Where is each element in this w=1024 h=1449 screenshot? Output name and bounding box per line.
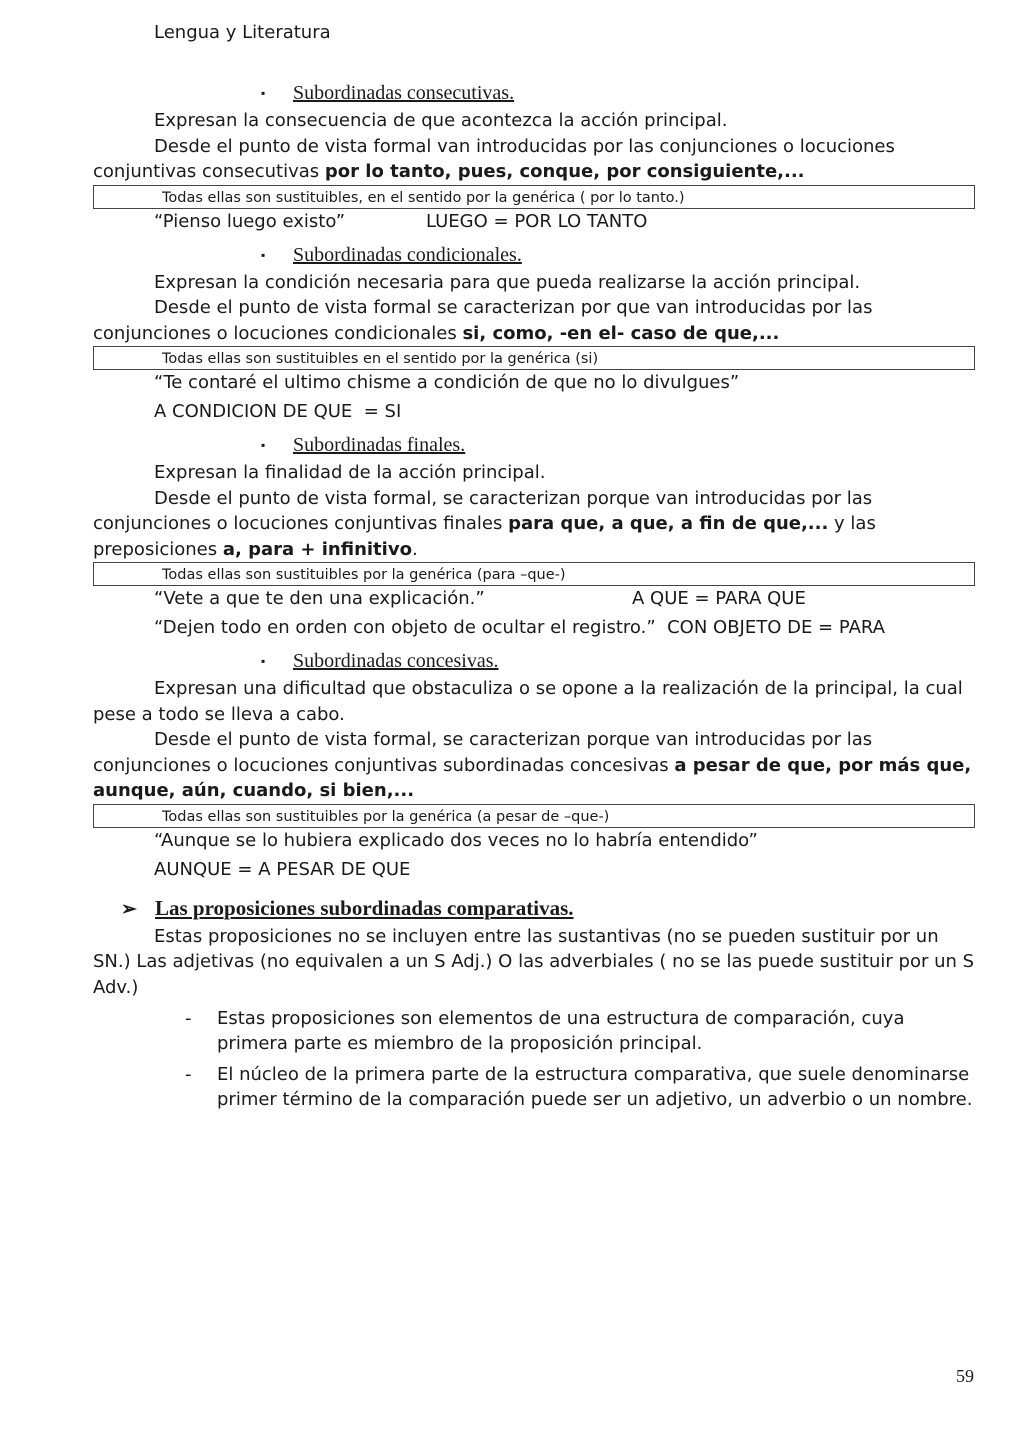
paragraph-text: Desde el punto de vista formal, se caracterizan porque van introducidas por las conjunciones o locuciones conjuntivas subordinadas concesivas	[93, 729, 873, 776]
example-row	[154, 830, 975, 859]
paragraph: Estas proposiciones no se incluyen entre las sustantivas (no se pueden sustituir por un SN.) Las adjetivas (no equivalen a un S Adj.) O las adverbiales ( no se las puede sustituir por un S Adv.)	[93, 925, 975, 998]
section-heading	[121, 892, 975, 924]
example-equivalence: A CONDICION DE QUE = SI	[154, 401, 402, 422]
paragraph	[93, 727, 975, 804]
example-row	[154, 617, 975, 646]
dash-bullet: -	[185, 1008, 192, 1029]
subheading-title: Subordinadas consecutivas.	[293, 82, 515, 104]
paragraph: Expresan la condición necesaria para que pueda realizarse la acción principal.	[154, 271, 861, 293]
example-text: “Dejen todo en orden con objeto de ocultar el registro.” CON OBJETO DE = PARA	[154, 617, 885, 638]
bold-text: a pesar de que, por más que, aunque, aún, cuando, si bien,...	[93, 754, 972, 801]
subheading-finales	[261, 430, 975, 460]
paragraph-text: .	[411, 538, 418, 560]
square-bullet-icon: ▪	[261, 247, 266, 262]
example-equivalence: AUNQUE = A PESAR DE QUE	[154, 858, 411, 880]
dash-bullet: -	[185, 1064, 192, 1085]
example-text: “Pienso luego existo”	[154, 210, 346, 232]
example-text: “Vete a que te den una explicación.”	[154, 588, 485, 609]
square-bullet-icon: ▪	[261, 654, 266, 668]
paragraph-text: Desde el punto de vista formal, se caracterizan porque van introducidas por las conjunciones o locuciones conjuntivas finales	[93, 487, 873, 534]
square-bullet-icon: ▪	[261, 438, 266, 452]
bold-text: a, para + infinitivo	[222, 538, 412, 560]
example-equivalence: LUEGO = POR LO TANTO	[426, 210, 648, 232]
boxed-note: Todas ellas son sustituibles por la genérica (para –que-)	[93, 562, 975, 586]
paragraph-text: Desde el punto de vista formal se caracterizan por que van introducidas por las conjunciones o locuciones condicionales	[93, 297, 873, 344]
boxed-note: Todas ellas son sustituibles en el sentido por la genérica (si)	[93, 346, 975, 370]
paragraph	[93, 486, 975, 563]
list-item	[93, 1006, 975, 1056]
page-content	[93, 78, 975, 1112]
example-row	[154, 859, 975, 888]
example-text: “Te contaré el ultimo chisme a condición de que no lo divulgues”	[154, 372, 740, 393]
subheading-title: Subordinadas condicionales.	[293, 243, 522, 266]
example-row	[154, 211, 975, 240]
paragraph: Expresan una dificultad que obstaculiza o se opone a la realización de la principal, la cual pese a todo se lleva a cabo.	[93, 678, 963, 725]
paragraph: Expresan la consecuencia de que acontezca la acción principal.	[154, 110, 728, 131]
subheading-consecutivas	[261, 78, 975, 108]
square-bullet-icon: ▪	[261, 86, 266, 100]
subheading-title: Subordinadas finales.	[293, 434, 466, 456]
section-title: Las proposiciones subordinadas comparativas.	[155, 895, 574, 920]
subheading-title: Subordinadas concesivas.	[293, 650, 499, 672]
boxed-note: Todas ellas son sustituibles, en el sentido por la genérica ( por lo tanto.)	[93, 185, 975, 209]
bold-text: por lo tanto, pues, conque, por consiguiente,...	[324, 161, 805, 182]
list-item-text: El núcleo de la primera parte de la estructura comparativa, que suele denominarse primer término de la comparación puede ser un adjetivo, un adverbio o un nombre.	[217, 1064, 973, 1110]
subheading-condicionales	[261, 240, 975, 270]
page-number: 59	[956, 1366, 974, 1386]
example-text: “Aunque se lo hubiera explicado dos veces no lo habría entendido”	[154, 829, 758, 851]
bold-text: si, como, -en el- caso de que,...	[462, 322, 780, 344]
list-item	[93, 1062, 975, 1112]
paragraph-text: y las preposiciones	[93, 513, 876, 560]
example-equivalence: A QUE = PARA QUE	[632, 588, 806, 609]
page-header: Lengua y Literatura	[154, 22, 331, 43]
boxed-note: Todas ellas son sustituibles por la genérica (a pesar de –que-)	[93, 804, 975, 828]
paragraph	[93, 134, 975, 185]
paragraph-text: Desde el punto de vista formal van introducidas por las conjunciones o locuciones conjuntivas consecutivas	[93, 135, 895, 182]
example-row	[154, 588, 975, 617]
paragraph: Expresan la finalidad de la acción principal.	[154, 462, 546, 483]
subheading-concesivas	[261, 646, 975, 676]
example-row	[154, 372, 975, 401]
arrow-bullet-icon: ➢	[121, 898, 137, 920]
bold-text: para que, a que, a fin de que,...	[508, 513, 829, 534]
example-row	[154, 401, 975, 430]
paragraph	[93, 295, 975, 346]
list-item-text: Estas proposiciones son elementos de una estructura de comparación, cuya primera parte es miembro de la proposición principal.	[217, 1008, 905, 1054]
